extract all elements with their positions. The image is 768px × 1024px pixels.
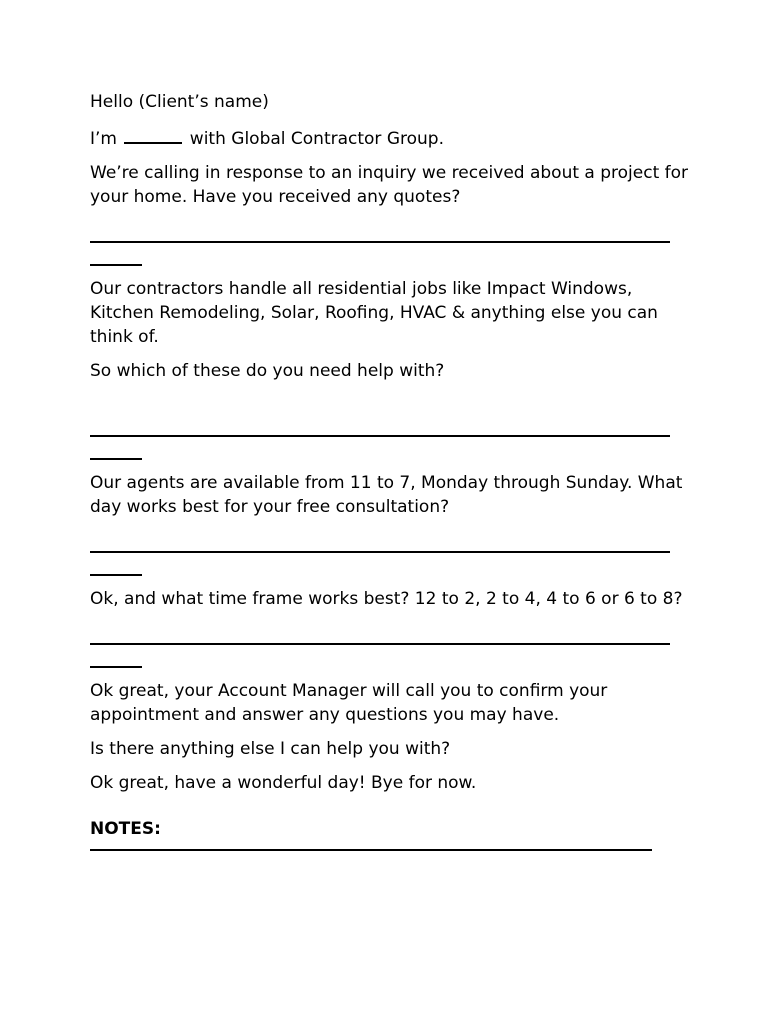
which-help-question: So which of these do you need help with? <box>90 361 445 381</box>
intro-suffix: with Global Contractor Group. <box>189 129 444 149</box>
availability-question: Our agents are available from 11 to 7, Monday through Sunday. What day works best for your free consultation? <box>90 473 683 517</box>
time-frame-question: Ok, and what time frame works best? 12 to 2, 2 to 4, 4 to 6 or 6 to 8? <box>90 589 683 609</box>
agent-name-blank <box>124 124 182 144</box>
answer-line-time <box>90 621 690 669</box>
inquiry-question: We’re calling in response to an inquiry we received about a project for your home. Have you received any quotes? <box>90 163 689 207</box>
answer-rule-short <box>90 574 142 576</box>
spacer <box>90 393 690 413</box>
answer-rule-long <box>90 551 670 553</box>
closing-statement: Ok great, have a wonderful day! Bye for now. <box>90 773 477 793</box>
answer-rule-long <box>90 643 670 645</box>
answer-rule-long <box>90 435 670 437</box>
anything-else-question: Is there anything else I can help you with? <box>90 739 451 759</box>
answer-line-services <box>90 413 690 461</box>
answer-rule-short <box>90 666 142 668</box>
answer-rule-long <box>90 241 670 243</box>
answer-line-quotes <box>90 219 690 267</box>
intro-prefix: I’m <box>90 129 117 149</box>
notes-label: NOTES: <box>90 819 161 839</box>
account-manager-statement: Ok great, your Account Manager will call you to confirm your appointment and answer any questions you may have. <box>90 681 608 725</box>
answer-rule-short <box>90 458 142 460</box>
services-statement: Our contractors handle all residential jobs like Impact Windows, Kitchen Remodeling, Solar, Roofing, HVAC & anything else you can think of. <box>90 279 658 347</box>
answer-line-day <box>90 529 690 577</box>
intro-line <box>90 124 690 151</box>
notes-rule <box>90 849 652 851</box>
call-script-document <box>90 90 690 851</box>
answer-rule-short <box>90 264 142 266</box>
greeting-line: Hello (Client’s name) <box>90 92 269 112</box>
